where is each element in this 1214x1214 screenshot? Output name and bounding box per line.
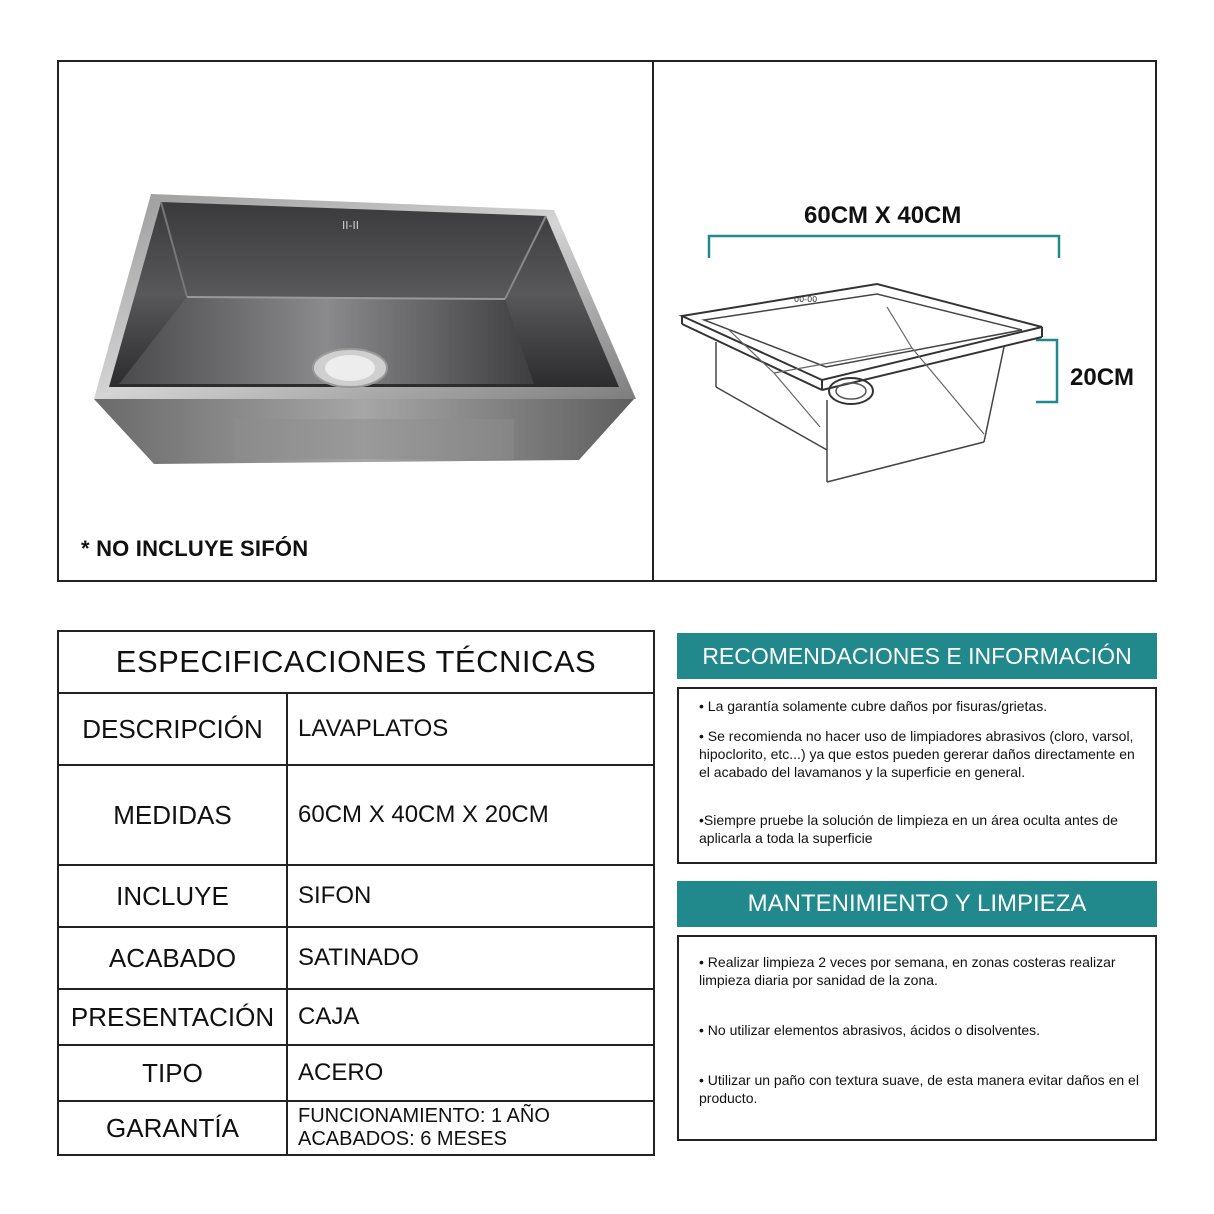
warranty-operation: FUNCIONAMIENTO: 1 AÑO (298, 1105, 550, 1127)
svg-text:00-00: 00-00 (794, 295, 818, 304)
spec-label: ACABADO (58, 927, 287, 989)
maintenance-item: • No utilizar elementos abrasivos, ácidos o disolventes. (699, 1022, 1041, 1038)
table-row (58, 1045, 654, 1101)
spec-label: TIPO (58, 1045, 287, 1101)
spec-label: GARANTÍA (58, 1101, 287, 1155)
maintenance-item: • Utilizar un paño con textura suave, de esta manera evitar daños en el producto. (699, 1072, 1139, 1106)
width-depth-label: 60CM X 40CM (804, 202, 962, 229)
table-row (58, 1101, 654, 1155)
maintenance-item: • Realizar limpieza 2 veces por semana, en zonas costeras realizar limpieza diaria por sanidad de la zona. (699, 954, 1116, 988)
maintenance-header: MANTENIMIENTO Y LIMPIEZA (677, 881, 1157, 927)
dimension-drawing-panel (652, 60, 1157, 582)
table-row (58, 693, 654, 765)
table-row (58, 989, 654, 1045)
spec-value: ACERO (287, 1045, 654, 1101)
sink-photo (59, 62, 652, 580)
spec-value: CAJA (287, 989, 654, 1045)
specifications-title: ESPECIFICACIONES TÉCNICAS (58, 631, 654, 693)
spec-label: INCLUYE (58, 865, 287, 927)
product-photo-panel (57, 60, 654, 582)
recommendation-item: •Siempre pruebe la solución de limpieza en un área oculta antes de aplicarla a toda la superficie (699, 812, 1118, 846)
recommendations-box (677, 687, 1157, 864)
height-label: 20CM (1070, 364, 1135, 391)
sink-line-drawing (654, 62, 1155, 580)
recommendation-item: • Se recomienda no hacer uso de limpiadores abrasivos (cloro, varsol, hipoclorito, etc...) ya que estos pueden gererar daños directamente en el acabado del lavamanos y la superficie en general. (699, 728, 1135, 780)
spec-value: SIFON (287, 865, 654, 927)
recommendations-header: RECOMENDACIONES E INFORMACIÓN (677, 633, 1157, 679)
spec-label: PRESENTACIÓN (58, 989, 287, 1045)
spec-value: LAVAPLATOS (287, 693, 654, 765)
spec-label: DESCRIPCIÓN (58, 693, 287, 765)
no-siphon-note: * NO INCLUYE SIFÓN (81, 536, 309, 561)
recommendation-item: • La garantía solamente cubre daños por fisuras/grietas. (699, 698, 1048, 714)
table-row (58, 765, 654, 865)
spec-value (287, 1101, 654, 1155)
spec-label: MEDIDAS (58, 765, 287, 865)
spec-value: 60CM X 40CM X 20CM (287, 765, 654, 865)
warranty-finish: ACABADOS: 6 MESES (298, 1128, 507, 1150)
table-row (58, 927, 654, 989)
specifications-table (57, 630, 655, 1156)
table-row (58, 865, 654, 927)
svg-text:II-II: II-II (342, 219, 359, 232)
maintenance-box (677, 935, 1157, 1141)
spec-value: SATINADO (287, 927, 654, 989)
